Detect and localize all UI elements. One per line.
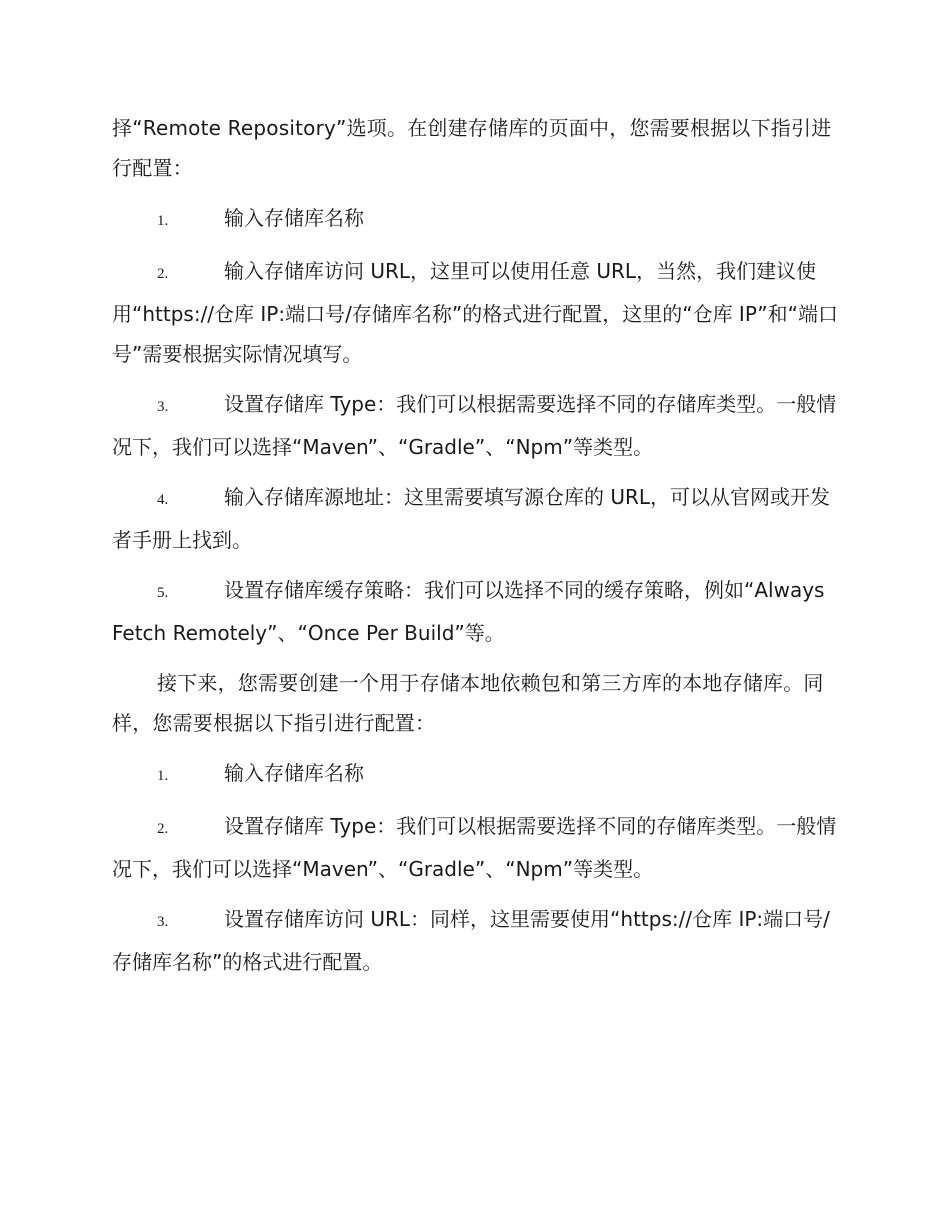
list-number: 1. <box>157 768 169 784</box>
list-text: 设置存储库缓存策略：我们可以选择不同的缓存策略，例如“Always Fetch Remotely”、“Once Per Build”等。 <box>112 578 825 645</box>
paragraph-intro: 择“Remote Repository”选项。在创建存储库的页面中，您需要根据以下指引进行配置： <box>112 116 832 180</box>
list-text: 设置存储库 Type：我们可以根据需要选择不同的存储库类型。一般情况下，我们可以选择“Maven”、“Gradle”、“Npm”等类型。 <box>112 814 837 881</box>
list-item <box>112 570 838 653</box>
list-item <box>112 198 838 241</box>
list-text: 输入存储库名称 <box>224 761 364 785</box>
list-number: 3. <box>157 399 169 415</box>
list-item <box>112 251 838 374</box>
list-text: 输入存储库源地址：这里需要填写源仓库的 URL，可以从官网或开发者手册上找到。 <box>112 485 831 552</box>
list-text: 输入存储库访问 URL，这里可以使用任意 URL，当然，我们建议使用“https://仓库 IP:端口号/存储库名称”的格式进行配置，这里的“仓库 IP”和“端口号”需要根据实际情况填写。 <box>112 259 838 366</box>
list-item <box>112 806 838 889</box>
list-item <box>112 384 838 467</box>
list-item <box>112 899 838 982</box>
list-number: 3. <box>157 914 169 930</box>
list-number: 2. <box>157 821 169 837</box>
list-item <box>112 477 838 560</box>
list-number: 4. <box>157 492 169 508</box>
list-text: 设置存储库 Type：我们可以根据需要选择不同的存储库类型。一般情况下，我们可以选择“Maven”、“Gradle”、“Npm”等类型。 <box>112 392 837 459</box>
document-page <box>112 108 838 992</box>
list-number: 5. <box>157 585 169 601</box>
list-text: 设置存储库访问 URL：同样，这里需要使用“https://仓库 IP:端口号/存储库名称”的格式进行配置。 <box>112 907 830 974</box>
list-item <box>112 753 838 796</box>
list-number: 2. <box>157 266 169 282</box>
list-number: 1. <box>157 213 169 229</box>
paragraph-local-intro: 接下来，您需要创建一个用于存储本地依赖包和第三方库的本地存储库。同样，您需要根据以下指引进行配置： <box>112 671 824 735</box>
list-text: 输入存储库名称 <box>224 206 364 230</box>
